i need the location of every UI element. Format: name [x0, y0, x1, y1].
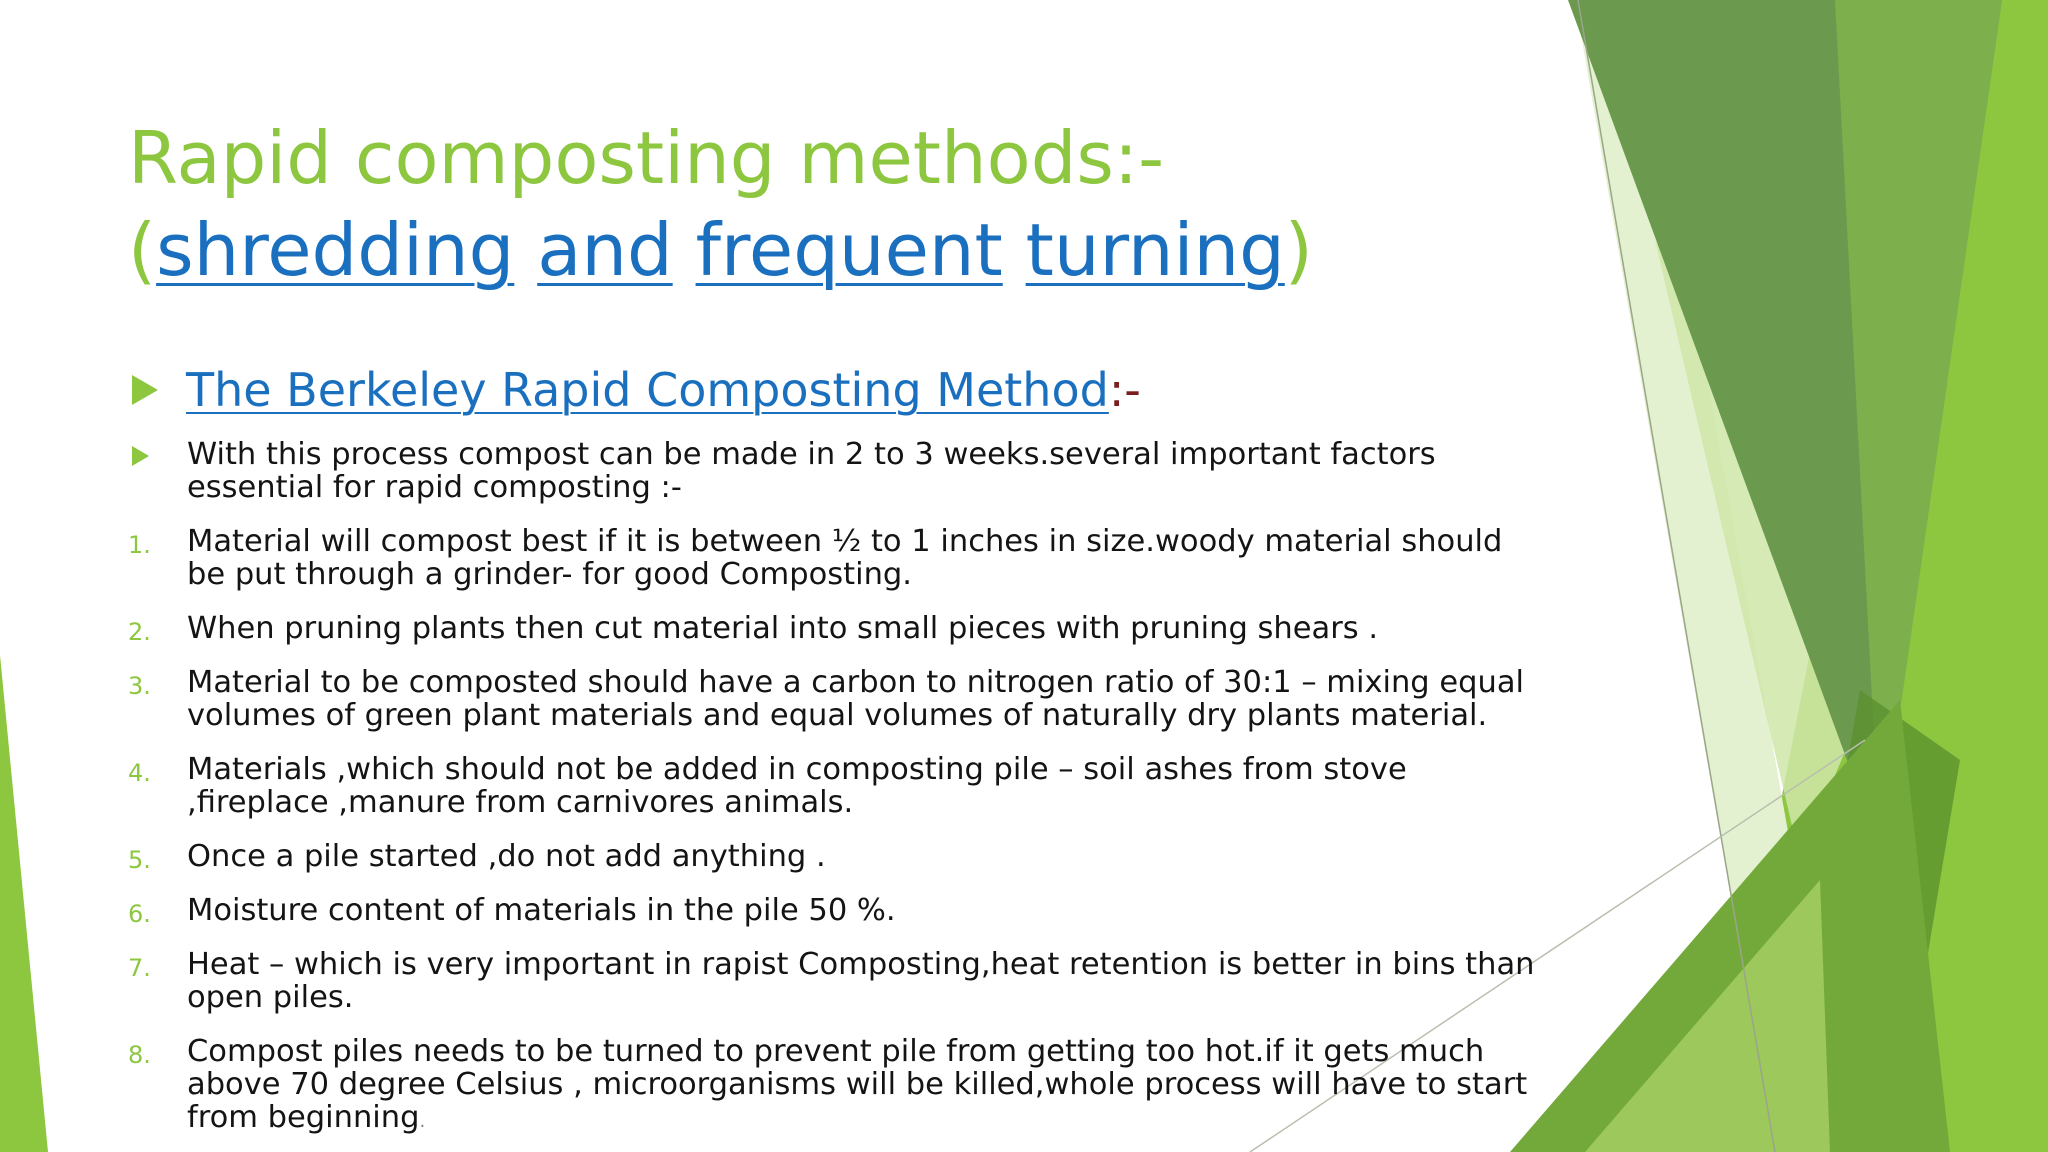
- item-text: Material will compost best if it is between ½ to 1 inches in size.woody material should be put through a grinder- for good Composting.: [187, 524, 1503, 592]
- decor-bottom-light-triangle: [1585, 880, 1830, 1152]
- item-text-tail: .: [419, 1111, 426, 1132]
- list-item: [128, 753, 1548, 819]
- item-number: 7.: [128, 954, 151, 982]
- item-number: 4.: [128, 759, 151, 787]
- content-list: [128, 438, 1548, 1152]
- title-link-shredding[interactable]: shredding: [156, 208, 515, 292]
- item-number: 3.: [128, 672, 151, 700]
- subheading: [132, 362, 1532, 418]
- item-number: 8.: [128, 1041, 151, 1069]
- list-item: [128, 948, 1548, 1014]
- list-item: [128, 894, 1548, 927]
- title-line-1: Rapid composting methods:-: [128, 116, 1165, 200]
- list-item: [128, 1035, 1548, 1138]
- title-open-paren: (: [128, 208, 157, 292]
- item-text: Once a pile started ,do not add anything .: [187, 839, 826, 874]
- slide-title: [128, 112, 1528, 296]
- item-text: Compost piles needs to be turned to prevent pile from getting too hot.if it gets much above 70 degree Celsius , microorganisms will be killed,whole process will have to start from beginning: [187, 1034, 1528, 1135]
- list-item: [128, 840, 1548, 873]
- intro-text: With this process compost can be made in 2 to 3 weeks.several important factors essential for rapid composting :-: [187, 437, 1436, 505]
- list-item: [128, 666, 1548, 732]
- item-text: When pruning plants then cut material into small pieces with pruning shears .: [187, 611, 1379, 646]
- title-link-turning[interactable]: turning: [1025, 208, 1285, 292]
- decor-green-sliver-left: [0, 655, 48, 1152]
- item-number: 2.: [128, 618, 151, 646]
- intro-item: [128, 438, 1548, 504]
- bullet-arrow-icon: [132, 446, 149, 466]
- item-number: 6.: [128, 900, 151, 928]
- subheading-arrow-icon: [132, 375, 158, 405]
- title-close-paren: ): [1284, 208, 1313, 292]
- title-link-frequent[interactable]: frequent: [695, 208, 1003, 292]
- list-item: [128, 612, 1548, 645]
- list-item: [128, 525, 1548, 591]
- item-text: Materials ,which should not be added in composting pile – soil ashes from stove ,fireplace ,manure from carnivores animals.: [187, 752, 1407, 820]
- subheading-suffix: :-: [1108, 363, 1141, 417]
- item-text: Material to be composted should have a carbon to nitrogen ratio of 30:1 – mixing equal volumes of green plant materials and equal volumes of naturally dry plants material.: [187, 665, 1524, 733]
- item-number: 1.: [128, 531, 151, 559]
- item-text: Heat – which is very important in rapist Composting,heat retention is better in bins than open piles.: [187, 947, 1535, 1015]
- item-text: Moisture content of materials in the pile 50 %.: [187, 893, 896, 928]
- berkeley-method-link[interactable]: The Berkeley Rapid Composting Method: [186, 363, 1109, 417]
- item-number: 5.: [128, 846, 151, 874]
- title-link-and[interactable]: and: [537, 208, 673, 292]
